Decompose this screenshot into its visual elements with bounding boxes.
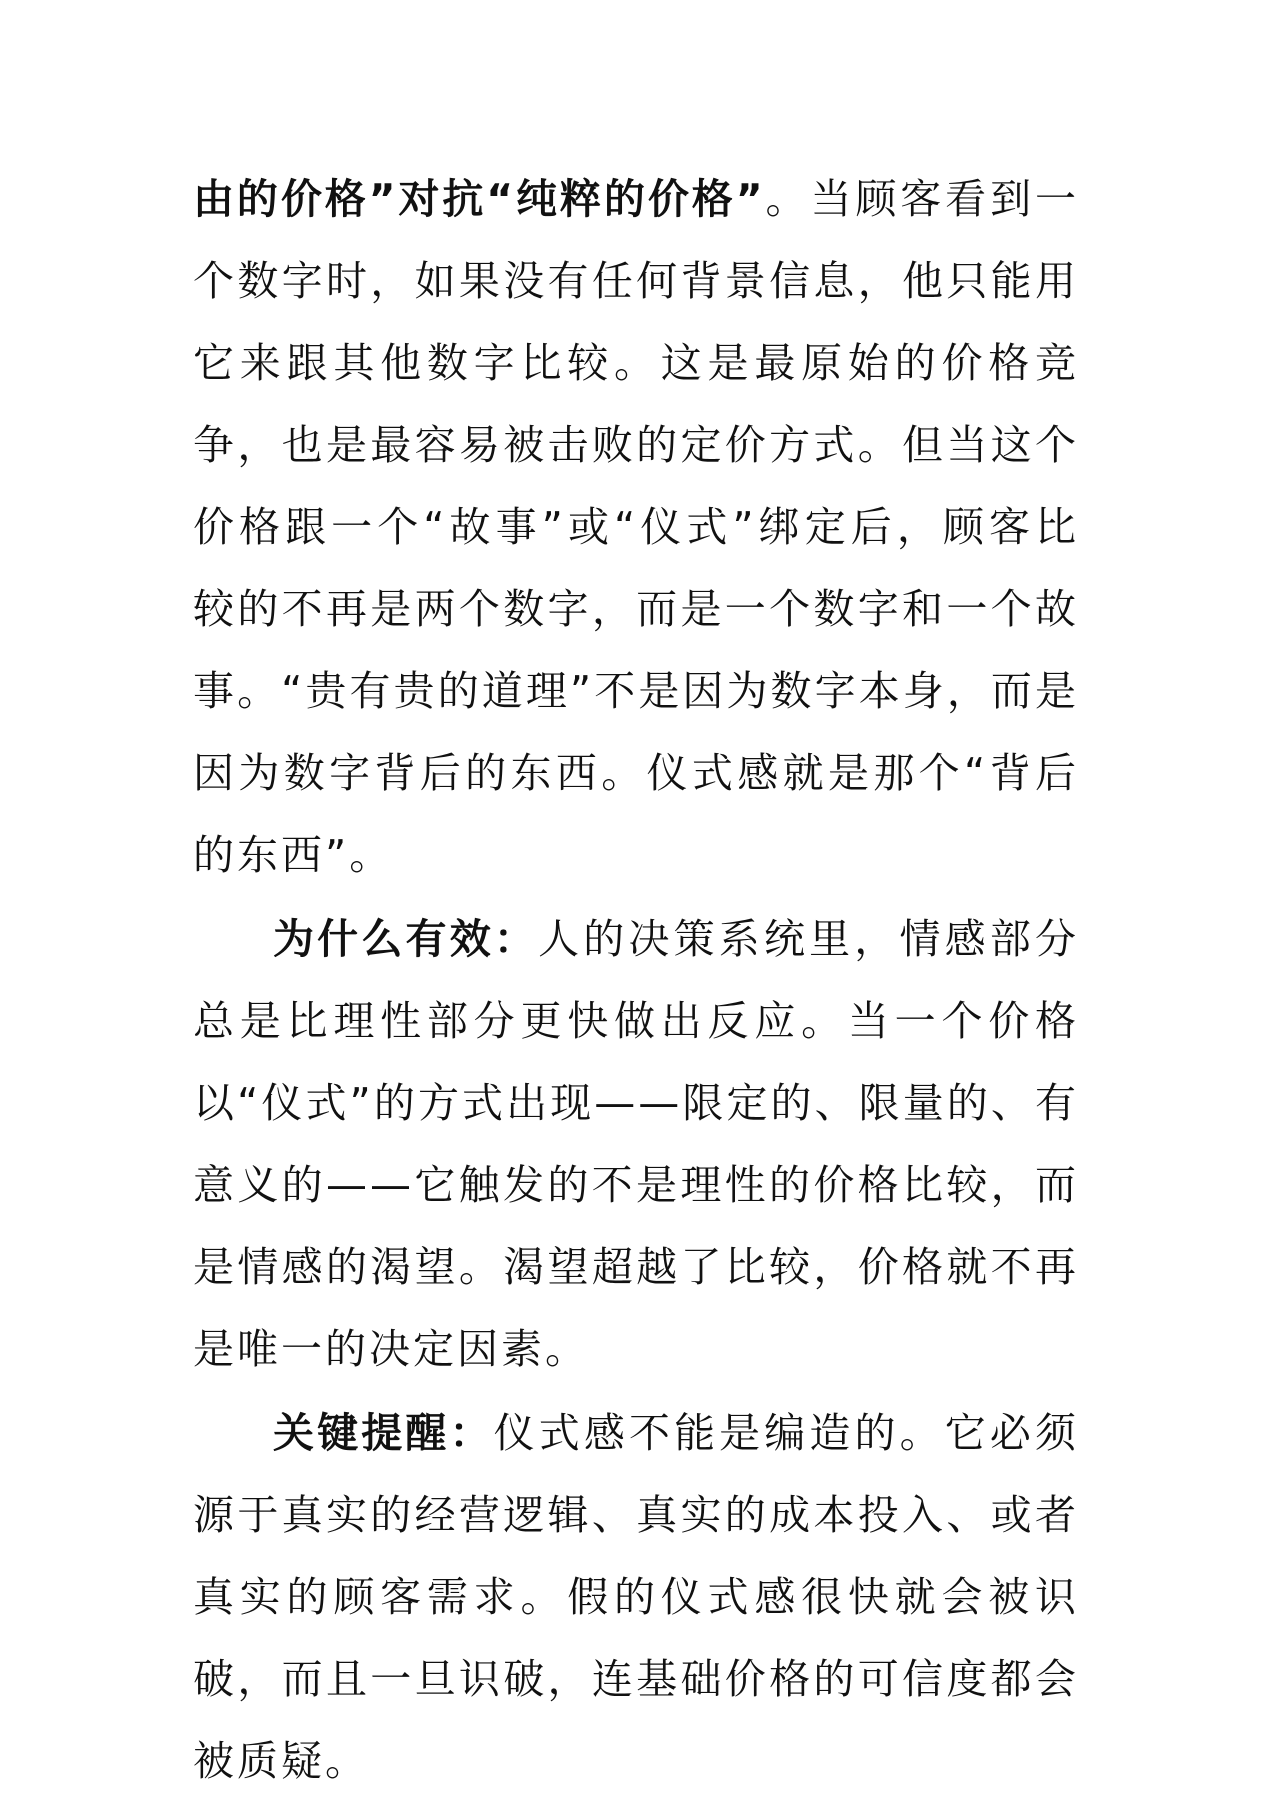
paragraph-continuation bbox=[193, 158, 1079, 896]
paragraph-lead-bold: 由的价格”对抗“纯粹的价格” bbox=[193, 175, 765, 223]
paragraph-text: 。当顾客看到一个数字时，如果没有任何背景信息，他只能用它来跟其他数字比较。这是最原始的价格竞争，也是最容易被击败的定价方式。但当这个价格跟一个“故事”或“仪式”绑定后，顾客比较的不再是两个数字，而是一个数字和一个故事。“贵有贵的道理”不是因为数字本身，而是因为数字背后的东西。仪式感就是那个“背后的东西”。 bbox=[193, 175, 1079, 879]
document-body bbox=[193, 158, 1079, 1802]
paragraph-heading-why-effective: 为什么有效： bbox=[273, 915, 539, 963]
paragraph-key-reminder bbox=[193, 1392, 1079, 1802]
paragraph-text: 仪式感不能是编造的。它必须源于真实的经营逻辑、真实的成本投入、或者真实的顾客需求。假的仪式感很快就会被识破，而且一旦识破，连基础价格的可信度都会被质疑。 bbox=[193, 1409, 1080, 1785]
paragraph-text: 人的决策系统里，情感部分总是比理性部分更快做出反应。当一个价格以“仪式”的方式出现——限定的、限量的、有意义的——它触发的不是理性的价格比较，而是情感的渴望。渴望超越了比较，价格就不再是唯一的决定因素。 bbox=[193, 915, 1080, 1373]
paragraph-why-effective bbox=[193, 898, 1079, 1390]
paragraph-heading-key-reminder: 关键提醒： bbox=[273, 1409, 494, 1457]
